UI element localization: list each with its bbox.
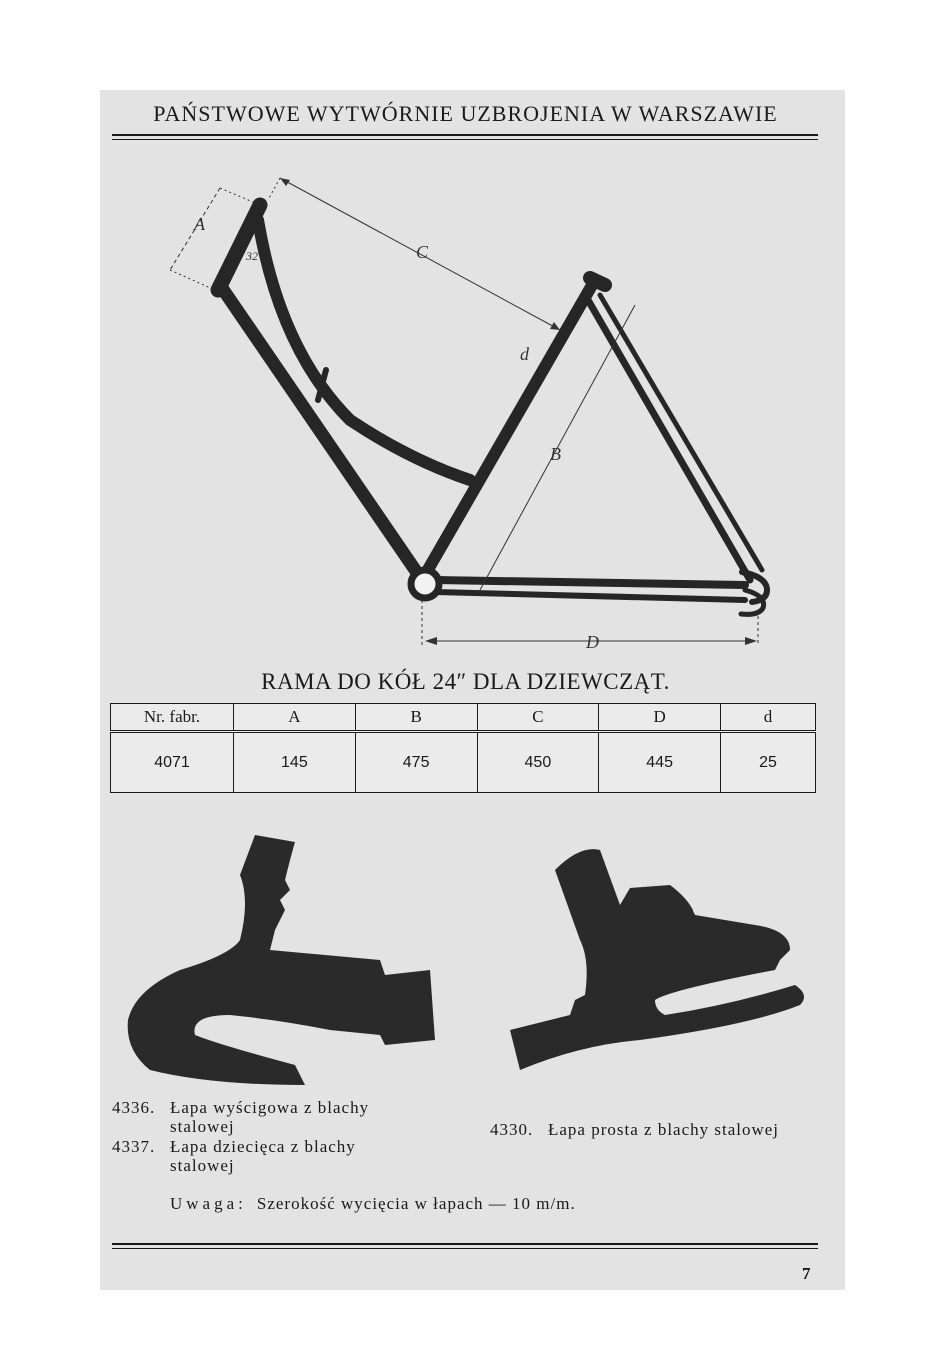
spec-table xyxy=(110,703,816,793)
note xyxy=(170,1194,576,1214)
col-header-b: B xyxy=(355,704,477,732)
spec-table-header-row xyxy=(111,704,816,732)
dim-label-c: C xyxy=(416,242,429,262)
note-label: Uwaga: xyxy=(170,1194,247,1213)
page-number: 7 xyxy=(802,1264,811,1283)
header-rule-thin xyxy=(112,139,818,140)
col-header-d: D xyxy=(599,704,721,732)
bicycle-frame-drawing xyxy=(150,160,800,660)
dim-label-32: 32 xyxy=(246,249,258,263)
col-header-nr: Nr. fabr. xyxy=(111,704,234,732)
cell-d: 445 xyxy=(599,732,721,793)
page-header: PAŃSTWOWE WYTWÓRNIE UZBROJENIA W WARSZAWIE xyxy=(153,101,778,126)
lug-racing xyxy=(128,835,435,1085)
cell-b: 475 xyxy=(355,732,477,793)
cell-small-d: 25 xyxy=(721,732,816,793)
dim-label-a: A xyxy=(194,214,205,234)
header-rule xyxy=(112,134,818,136)
col-header-c: C xyxy=(477,704,599,732)
table-row xyxy=(111,732,816,793)
caption-4330: 4330. Łapa prosta z blachy stalowej xyxy=(490,1120,780,1139)
dim-label-small-d: d xyxy=(520,344,529,364)
col-header-small-d: d xyxy=(721,704,816,732)
footer-rule xyxy=(112,1243,818,1245)
col-header-a: A xyxy=(234,704,356,732)
dim-label-b: B xyxy=(550,444,561,464)
frame-title: RAMA DO KÓŁ 24″ DLA DZIEWCZĄT. xyxy=(261,669,670,694)
footer-rule-thin xyxy=(112,1248,818,1249)
lug-straight xyxy=(510,849,804,1070)
cell-c: 450 xyxy=(477,732,599,793)
note-text: Szerokość wycięcia w łapach — 10 m/m. xyxy=(256,1194,576,1213)
caption-4337: 4337. Łapa dziecięca z blachy stalowej xyxy=(112,1137,356,1175)
lugs-illustration xyxy=(110,820,820,1090)
dim-label-d: D xyxy=(586,632,599,652)
cell-nr: 4071 xyxy=(111,732,234,793)
caption-4336: 4336. Łapa wyścigowa z blachy stalowej xyxy=(112,1098,370,1136)
cell-a: 145 xyxy=(234,732,356,793)
